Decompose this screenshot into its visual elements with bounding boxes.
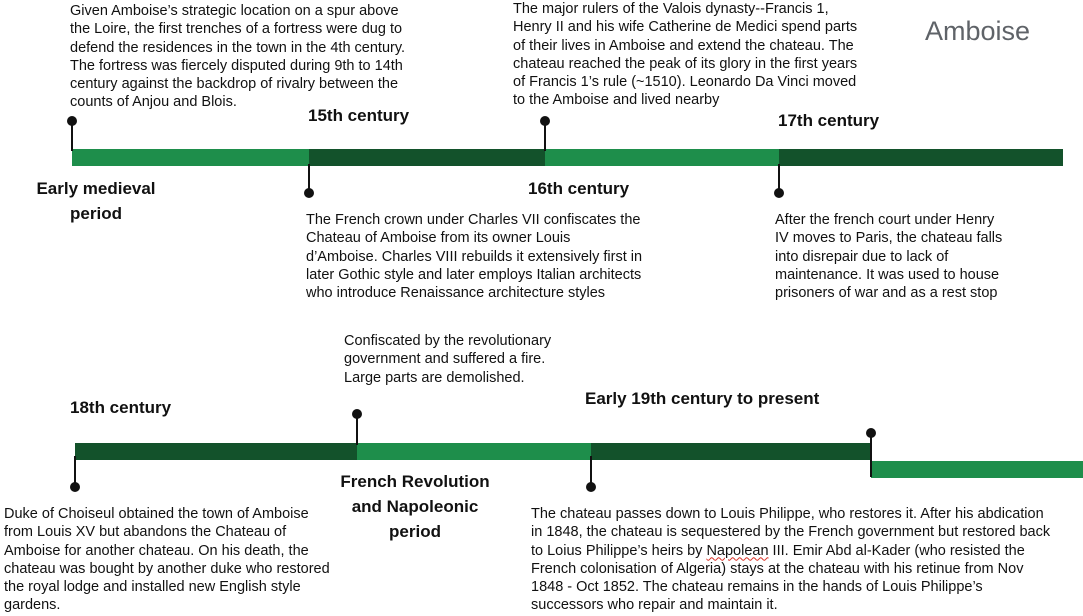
description-19th-line-3-post: III. Emir Abd al-Kader (who resisted the (768, 542, 1025, 559)
period-label-15th-century: 15th century (308, 106, 410, 125)
timeline-segment-16th-century (545, 149, 779, 166)
period-label-16th-century: 16th century (528, 179, 630, 198)
period-label-17th-century: 17th century (778, 111, 880, 130)
description-19th-line-6: successors who repair and maintain it. (531, 597, 778, 614)
timeline-segment-present (871, 461, 1083, 478)
marker-dot-17th-century (774, 188, 784, 198)
timeline-segment-15th-century (309, 149, 545, 166)
marker-dot-french-revolution (352, 409, 362, 419)
description-19th-line-2: in 1848, the chateau is sequestered by the French government but restored back (531, 524, 1051, 541)
timeline-segment-18th-century (75, 443, 357, 460)
marker-stem-present (870, 434, 872, 477)
period-label-early-medieval: Early medieval period (36, 179, 156, 223)
marker-dot-19th-century (586, 482, 596, 492)
timeline-segment-19th-century (591, 443, 871, 460)
timeline-segment-french-revolution (357, 443, 591, 460)
timeline-segment-17th-century (779, 149, 1063, 166)
misspelled-word-napolean: Napolean (706, 542, 769, 559)
description-16th-century: The major rulers of the Valois dynasty--Francis 1, Henry II and his wife Catherine de Medici spend parts of their lives in Amboise and extend the chateau. The chateau reached the peak of its glory in the first years of Francis 1’s rule (~1510). Leonardo Da Vinci moved to the Amboise and lived nearby (513, 1, 858, 109)
description-19th-line-3 (531, 542, 1050, 560)
description-19th-line-4: French colonisation of Algeria) stays at the chateau with his retinue from Nov (531, 560, 1024, 577)
period-label-18th-century: 18th century (70, 398, 172, 417)
description-early-medieval: Given Amboise’s strategic location on a spur above the Loire, the first trenches of a fortress were dug to defend the residences in the town in the 4th century. The fortress was fiercely disputed during 9th to 14th century against the backdrop of rivalry between the counts of Anjou and Blois. (70, 3, 406, 111)
marker-dot-15th-century (304, 188, 314, 198)
page-title: Amboise (925, 16, 1031, 46)
marker-dot-16th-century (540, 116, 550, 126)
description-19th-line-5: 1848 - Oct 1852. The chateau remains in the hands of Louis Philippe’s (531, 579, 983, 596)
period-label-19th-century: Early 19th century to present (585, 389, 820, 408)
description-17th-century: After the french court under Henry IV moves to Paris, the chateau falls into disrepair due to lack of maintenance. It was used to house prisoners of war and as a rest stop (775, 212, 1003, 302)
marker-dot-present (866, 428, 876, 438)
marker-dot-18th-century (70, 482, 80, 492)
marker-dot-early-medieval (67, 116, 77, 126)
description-19th-century (531, 505, 1050, 615)
description-french-revolution: Confiscated by the revolutionary government and suffered a fire. Large parts are demolished. (344, 333, 552, 386)
timeline-segment-early-medieval (72, 149, 309, 166)
description-19th-line-3-pre: to Loius Philippe’s heirs by (531, 542, 707, 559)
period-label-french-revolution: French Revolution and Napoleonic period (340, 472, 490, 541)
marker-stem-french-revolution (356, 415, 358, 445)
description-15th-century: The French crown under Charles VII confiscates the Chateau of Amboise from its owner Louis d’Amboise. Charles VIII rebuilds it extensively first in later Gothic style and later employs Italian architects who introduce Renaissance architecture styles (306, 212, 643, 302)
description-18th-century: Duke of Choiseul obtained the town of Amboise from Louis XV but abandons the Chateau of Amboise for another chateau. On his death, the chateau was bought by another duke who restored the royal lodge and installed new English style gardens. (4, 506, 330, 614)
description-19th-line-1: The chateau passes down to Louis Philippe, who restores it. After his abdication (531, 506, 1044, 522)
